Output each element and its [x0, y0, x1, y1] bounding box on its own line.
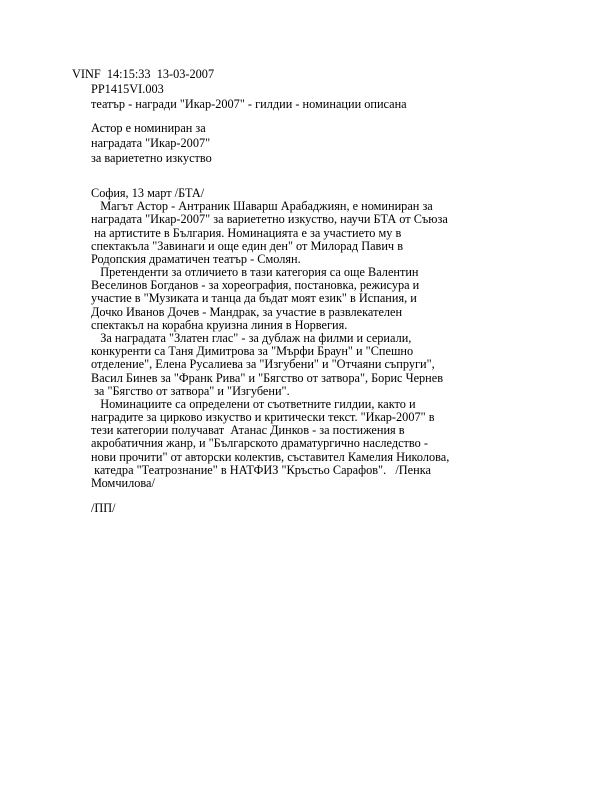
- body-line: Претенденти за отличието в тази категория са още Валентин: [91, 265, 419, 279]
- body-line: Номинациите са определени от съответните гилдии, както и: [91, 397, 416, 411]
- header-subject: театър - награди "Икар-2007" - гилдии - номинации описана: [91, 97, 407, 111]
- body-line: Магът Астор - Антраник Шаварш Арабаджиян, е номиниран за: [91, 199, 433, 213]
- body-line: Васил Бинев за "Франк Рива" и "Бягство от затвора", Борис Чернев: [91, 371, 444, 385]
- body-line: конкуренти са Таня Димитрова за "Мърфи Браун" и "Спешно: [91, 344, 414, 358]
- summary-line: наградата "Икар-2007": [91, 136, 211, 150]
- header-ref: PP1415VI.003: [91, 82, 164, 96]
- body-line: наградите за цирково изкуство и критически текст. "Икар-2007" в: [91, 410, 435, 424]
- body-line: тези категории получават Атанас Динков - за постижения в: [91, 423, 405, 437]
- body-line: Веселинов Богданов - за хореография, постановка, режисура и: [91, 278, 420, 292]
- body-line: акробатичния жанр, и "Българското драматургично наследство -: [91, 436, 428, 450]
- body-line: на артистите в България. Номинацията е за участието му в: [91, 226, 402, 240]
- body-line: отделение", Елена Русалиева за "Изгубени" и "Отчаяни съпруги",: [91, 357, 435, 371]
- header-code-line: VINF 14:15:33 13-03-2007: [72, 67, 215, 81]
- body-line: наградата "Икар-2007" за вариететно изкуство, научи БТА от Съюза: [91, 212, 448, 226]
- body-line: спектакъла "Завинаги и още един ден" от Милорад Павич в: [91, 239, 403, 253]
- summary-line: Астор е номиниран за: [91, 121, 206, 135]
- body-line: за "Бягство от затвора" и "Изгубени".: [91, 384, 290, 398]
- body-line: Дочко Иванов Дочев - Мандрак, за участие в развлекателен: [91, 305, 403, 319]
- body-line: катедра "Театрознание" в НАТФИЗ "Кръстьо Сарафов". /Пенка: [91, 463, 431, 477]
- summary-line: за вариететно изкуство: [91, 151, 212, 165]
- footer-signature: /ПП/: [91, 501, 116, 515]
- body-line: спектакъл на корабна круизна линия в Норвегия.: [91, 318, 348, 332]
- body-line: участие в "Музиката и танца да бъдат моят език" в Испания, и: [91, 291, 417, 305]
- body-line: За наградата "Златен глас" - за дублаж на филми и сериали,: [91, 331, 412, 345]
- body-line: Момчилова/: [91, 476, 155, 490]
- body-line: София, 13 март /БТА/: [91, 186, 205, 200]
- body-line: нови прочити" от авторски колектив, съставител Камелия Николова,: [91, 450, 450, 464]
- body-line: Родопския драматичен театър - Смолян.: [91, 252, 301, 266]
